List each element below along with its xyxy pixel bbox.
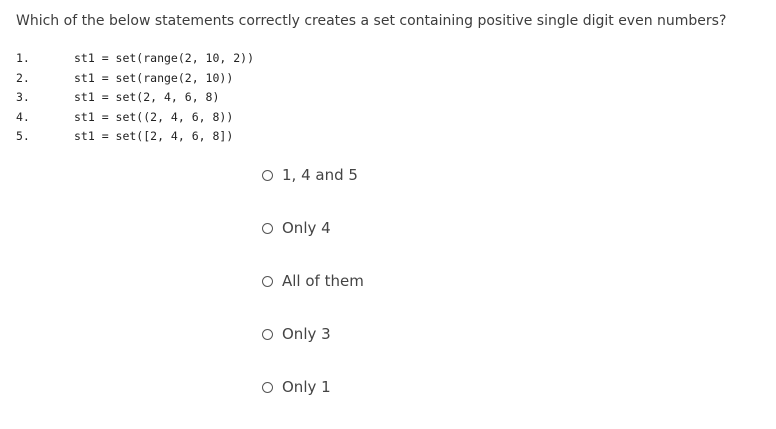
code-text: st1 = set(2, 4, 6, 8)	[74, 90, 220, 104]
code-text: st1 = set((2, 4, 6, 8))	[74, 109, 234, 124]
code-line	[16, 69, 254, 89]
code-block	[16, 49, 254, 147]
code-line	[16, 127, 254, 147]
code-line	[16, 49, 254, 69]
radio-button[interactable]	[262, 276, 273, 287]
line-number: 5.	[16, 129, 30, 143]
code-line	[16, 88, 254, 108]
answer-option-only-3[interactable]	[262, 323, 364, 345]
code-text: st1 = set([2, 4, 6, 8])	[74, 129, 234, 143]
code-text: st1 = set(range(2, 10))	[74, 70, 234, 85]
question-text: Which of the below statements correctly creates a set containing positive single digit even numbers?	[16, 13, 727, 29]
answer-options	[262, 164, 364, 429]
radio-button[interactable]	[262, 382, 273, 393]
radio-button[interactable]	[262, 223, 273, 234]
line-number: 2.	[16, 70, 30, 85]
code-line	[16, 108, 254, 128]
line-number: 4.	[16, 109, 30, 124]
line-number: 3.	[16, 90, 30, 104]
answer-option-only-4[interactable]	[262, 217, 364, 239]
answer-option-all-of-them[interactable]	[262, 270, 364, 292]
code-text: st1 = set(range(2, 10, 2))	[74, 51, 255, 65]
line-number: 1.	[16, 51, 30, 65]
radio-button[interactable]	[262, 329, 273, 340]
option-label: Only 4	[282, 219, 331, 237]
answer-option-only-1[interactable]	[262, 376, 364, 398]
option-label: Only 1	[282, 378, 331, 396]
radio-button[interactable]	[262, 170, 273, 181]
option-label: Only 3	[282, 325, 331, 343]
option-label: 1, 4 and 5	[282, 166, 358, 184]
answer-option-1-4-and-5[interactable]	[262, 164, 364, 186]
option-label: All of them	[282, 272, 364, 290]
